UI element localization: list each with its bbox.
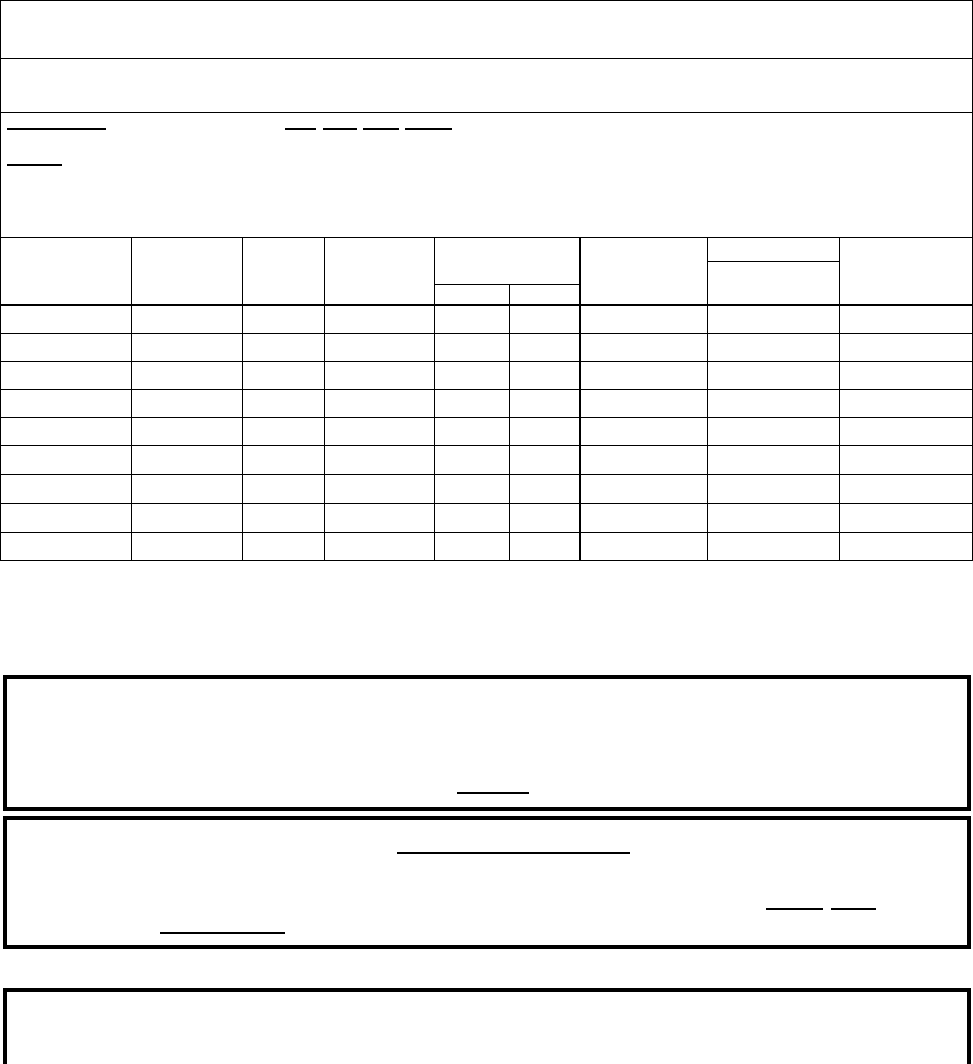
info-section <box>0 112 973 238</box>
col-divider-7 <box>707 237 708 561</box>
col-divider-3 <box>324 237 325 561</box>
notice-box-3 <box>3 988 971 1064</box>
row-divider-3 <box>0 389 973 390</box>
form-title-box <box>0 0 973 59</box>
row-divider-4 <box>0 417 973 418</box>
col-divider-5 <box>509 284 510 561</box>
notice-box-2 <box>3 816 971 949</box>
data-table <box>0 237 973 561</box>
notice-1-field-line[interactable] <box>457 792 529 794</box>
col-divider-1 <box>131 237 132 561</box>
group-header-2-split <box>707 261 839 262</box>
info-field-line-5[interactable] <box>405 128 452 130</box>
row-divider-7 <box>0 503 973 504</box>
notice-2-field-line-1[interactable] <box>397 852 630 854</box>
row-divider-6 <box>0 474 973 475</box>
group-header-1-split <box>434 284 580 285</box>
info-field-line-1[interactable] <box>7 128 106 130</box>
notice-box-1 <box>3 675 971 811</box>
row-divider-1 <box>0 333 973 334</box>
row-divider-2 <box>0 361 973 362</box>
table-header-separator <box>0 304 973 306</box>
col-divider-4 <box>434 237 435 561</box>
col-divider-2 <box>242 237 243 561</box>
row-divider-8 <box>0 532 973 533</box>
col-divider-8 <box>839 237 840 561</box>
info-field-line-4[interactable] <box>363 128 399 130</box>
notice-2-field-line-3[interactable] <box>831 908 876 910</box>
table-frame <box>0 237 973 561</box>
col-divider-6 <box>579 237 581 561</box>
notice-2-field-line-2[interactable] <box>766 908 823 910</box>
row-divider-5 <box>0 445 973 446</box>
info-field-line-3[interactable] <box>323 128 357 130</box>
info-field-line-2[interactable] <box>285 128 316 130</box>
notice-2-field-line-4[interactable] <box>160 932 285 934</box>
info-field-line-6[interactable] <box>7 164 62 166</box>
form-subtitle-box <box>0 58 973 113</box>
